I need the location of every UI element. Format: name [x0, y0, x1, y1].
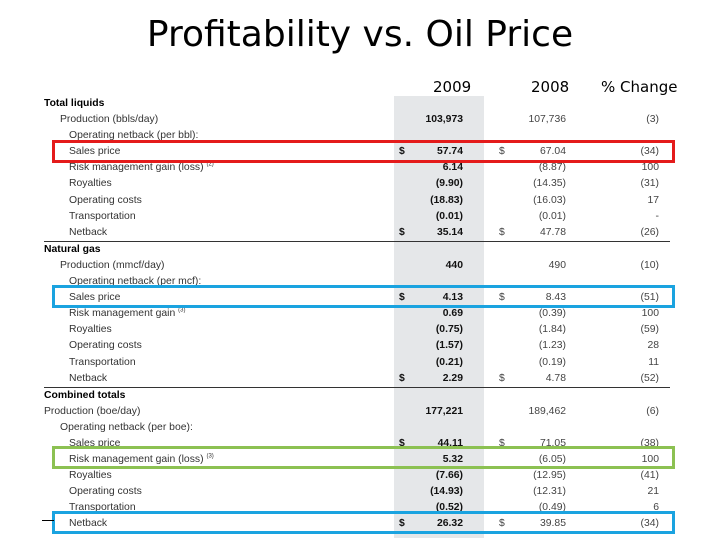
- value-2008: (0.49): [538, 502, 566, 514]
- value-2008: 8.43: [545, 292, 566, 304]
- value-change: (34): [640, 518, 659, 530]
- section-header: [44, 96, 670, 112]
- highlight-gas-sales-price: [52, 285, 675, 308]
- value-change: (6): [646, 405, 659, 417]
- value-2008: (8.87): [538, 162, 566, 174]
- value-2009: 2.29: [442, 372, 463, 384]
- footnote-marker: (2): [206, 161, 214, 168]
- row-label-text: Sales price: [69, 437, 121, 449]
- value-2008: (0.39): [538, 308, 566, 320]
- table-row: [44, 404, 670, 420]
- value-2008: (14.35): [533, 178, 566, 190]
- row-label: [44, 96, 104, 112]
- row-label-text: Natural gas: [44, 243, 101, 255]
- value-2008: (16.03): [533, 194, 566, 206]
- row-label: [69, 176, 112, 192]
- value-change: (3): [646, 114, 659, 126]
- table-row: [44, 306, 670, 322]
- dollar-sign-2009: $: [399, 372, 405, 384]
- row-label-text: Royalties: [69, 178, 112, 190]
- dollar-sign-2008: $: [499, 146, 505, 158]
- row-label-text: Netback: [69, 518, 108, 530]
- value-change: (59): [640, 324, 659, 336]
- value-2008: (1.84): [538, 324, 566, 336]
- table-row: [44, 193, 670, 209]
- slide-title: Profitability vs. Oil Price: [146, 14, 574, 55]
- column-header-2008: 2008: [531, 78, 570, 96]
- value-2008: (6.05): [538, 454, 566, 466]
- footnote-marker: (3): [206, 453, 214, 460]
- value-2008: 189,462: [528, 405, 566, 417]
- table-row: [44, 209, 670, 225]
- row-label-text: Operating costs: [69, 486, 142, 498]
- value-2009: 6.14: [442, 162, 463, 174]
- row-label-text: Risk management gain (loss): [69, 162, 204, 174]
- row-label-text: Operating costs: [69, 340, 142, 352]
- value-2009: (18.83): [430, 194, 463, 206]
- value-2009: 177,221: [425, 405, 463, 417]
- table-row: [44, 355, 670, 371]
- value-2008: (0.01): [538, 210, 566, 222]
- row-label-text: Combined totals: [44, 389, 126, 401]
- dollar-sign-2008: $: [499, 372, 505, 384]
- dollar-sign-2008: $: [499, 437, 505, 449]
- row-label-text: Transportation: [69, 356, 136, 368]
- section-header: [44, 387, 670, 404]
- value-2009: 4.13: [442, 292, 463, 304]
- value-change: (52): [640, 372, 659, 384]
- table-row: [44, 371, 670, 387]
- row-label-text: Royalties: [69, 470, 112, 482]
- value-change: (51): [640, 292, 659, 304]
- value-2008: (12.31): [533, 486, 566, 498]
- value-change: (31): [640, 178, 659, 190]
- row-label: [69, 468, 112, 484]
- table-row: [44, 420, 670, 436]
- row-label: [69, 355, 136, 371]
- dollar-sign-2008: $: [499, 518, 505, 530]
- value-change: 100: [641, 162, 659, 174]
- value-2009: (0.75): [435, 324, 463, 336]
- row-label-text: Sales price: [69, 146, 121, 158]
- row-label-text: Total liquids: [44, 98, 105, 109]
- value-2008: 67.04: [539, 146, 566, 158]
- row-label-text: Sales price: [69, 292, 121, 304]
- value-2008: 71.05: [539, 437, 566, 449]
- value-2009: 440: [445, 259, 463, 271]
- table-row: [44, 225, 670, 241]
- row-label-text: Production (mmcf/day): [60, 259, 165, 271]
- left-rule: [42, 520, 54, 521]
- value-change: 100: [641, 454, 659, 466]
- row-label-text: Production (boe/day): [44, 405, 141, 417]
- row-label-text: Netback: [69, 372, 108, 384]
- row-label-text: Operating netback (per mcf):: [69, 276, 202, 288]
- row-label-text: Risk management gain (loss): [69, 454, 204, 466]
- dollar-sign-2009: $: [399, 437, 405, 449]
- value-change: 100: [641, 308, 659, 320]
- table-row: [44, 258, 670, 274]
- table-row: [44, 176, 670, 192]
- value-2009: 44.11: [437, 437, 463, 449]
- table-row: [44, 468, 670, 484]
- section-header: [44, 241, 670, 258]
- row-label: [69, 306, 186, 322]
- row-label-text: Transportation: [69, 502, 136, 514]
- highlight-combined-netback: [52, 511, 675, 534]
- value-2009: (9.90): [435, 178, 463, 190]
- dollar-sign-2009: $: [399, 146, 405, 158]
- row-label-text: Operating costs: [69, 194, 142, 206]
- value-2009: 0.69: [442, 308, 463, 320]
- dollar-sign-2009: $: [399, 518, 405, 530]
- value-2008: (12.95): [533, 470, 566, 482]
- row-label: [69, 322, 112, 338]
- row-label-text: Production (bbls/day): [60, 114, 159, 126]
- row-label: [60, 112, 158, 128]
- value-change: 17: [647, 194, 659, 206]
- table-row: [44, 484, 670, 500]
- dollar-sign-2008: $: [499, 226, 505, 238]
- value-2009: (0.52): [435, 502, 463, 514]
- dollar-sign-2009: $: [399, 226, 405, 238]
- value-change: 6: [653, 502, 659, 514]
- row-label: [69, 484, 142, 500]
- row-label: [44, 242, 101, 258]
- value-2009: 26.32: [436, 518, 463, 530]
- column-header-2009: 2009: [433, 78, 472, 96]
- row-label: [60, 258, 165, 274]
- value-2008: 4.78: [545, 372, 566, 384]
- value-2009: 57.74: [436, 146, 463, 158]
- value-2009: (7.66): [435, 470, 463, 482]
- value-2008: 47.78: [539, 226, 566, 238]
- row-label: [44, 404, 140, 420]
- value-2009: 35.14: [436, 226, 463, 238]
- dollar-sign-2008: $: [499, 292, 505, 304]
- footnote-marker: (3): [178, 307, 186, 314]
- row-label-text: Transportation: [69, 210, 136, 222]
- row-label: [44, 388, 125, 404]
- value-change: 28: [647, 340, 659, 352]
- value-2008: 39.85: [539, 518, 566, 530]
- value-2009: (1.57): [435, 340, 463, 352]
- row-label: [60, 420, 193, 436]
- row-label: [69, 338, 142, 354]
- row-label-text: Operating netback (per bbl):: [69, 130, 199, 142]
- row-label-text: Royalties: [69, 324, 112, 336]
- value-change: (10): [640, 259, 659, 271]
- column-header-change: % Change: [601, 78, 678, 96]
- row-label-text: Operating netback (per boe):: [60, 421, 193, 433]
- highlight-liquids-sales-price: [52, 140, 675, 163]
- table-row: [44, 112, 670, 128]
- row-label-text: Risk management gain: [69, 308, 176, 320]
- value-2008: (0.19): [538, 356, 566, 368]
- value-2009: (14.93): [430, 486, 463, 498]
- value-2008: (1.23): [538, 340, 566, 352]
- row-label: [69, 193, 142, 209]
- value-2008: 107,736: [528, 114, 566, 126]
- row-label: [69, 225, 107, 241]
- table-row: [44, 322, 670, 338]
- row-label-text: Netback: [69, 226, 108, 238]
- value-change: -: [655, 210, 659, 222]
- row-label: [69, 209, 136, 225]
- table-row: [44, 338, 670, 354]
- value-change: (26): [640, 226, 659, 238]
- value-change: (38): [640, 437, 659, 449]
- dollar-sign-2009: $: [399, 292, 405, 304]
- value-2009: (0.01): [435, 210, 463, 222]
- value-2009: 5.32: [442, 454, 463, 466]
- value-change: (41): [640, 470, 659, 482]
- value-change: 21: [647, 486, 659, 498]
- highlight-combined-risk-management: [52, 446, 675, 469]
- value-change: 11: [648, 356, 659, 368]
- row-label: [69, 371, 107, 387]
- value-change: (34): [640, 146, 659, 158]
- value-2009: 103,973: [425, 114, 463, 126]
- value-2008: 490: [548, 259, 566, 271]
- value-2009: (0.21): [435, 356, 463, 368]
